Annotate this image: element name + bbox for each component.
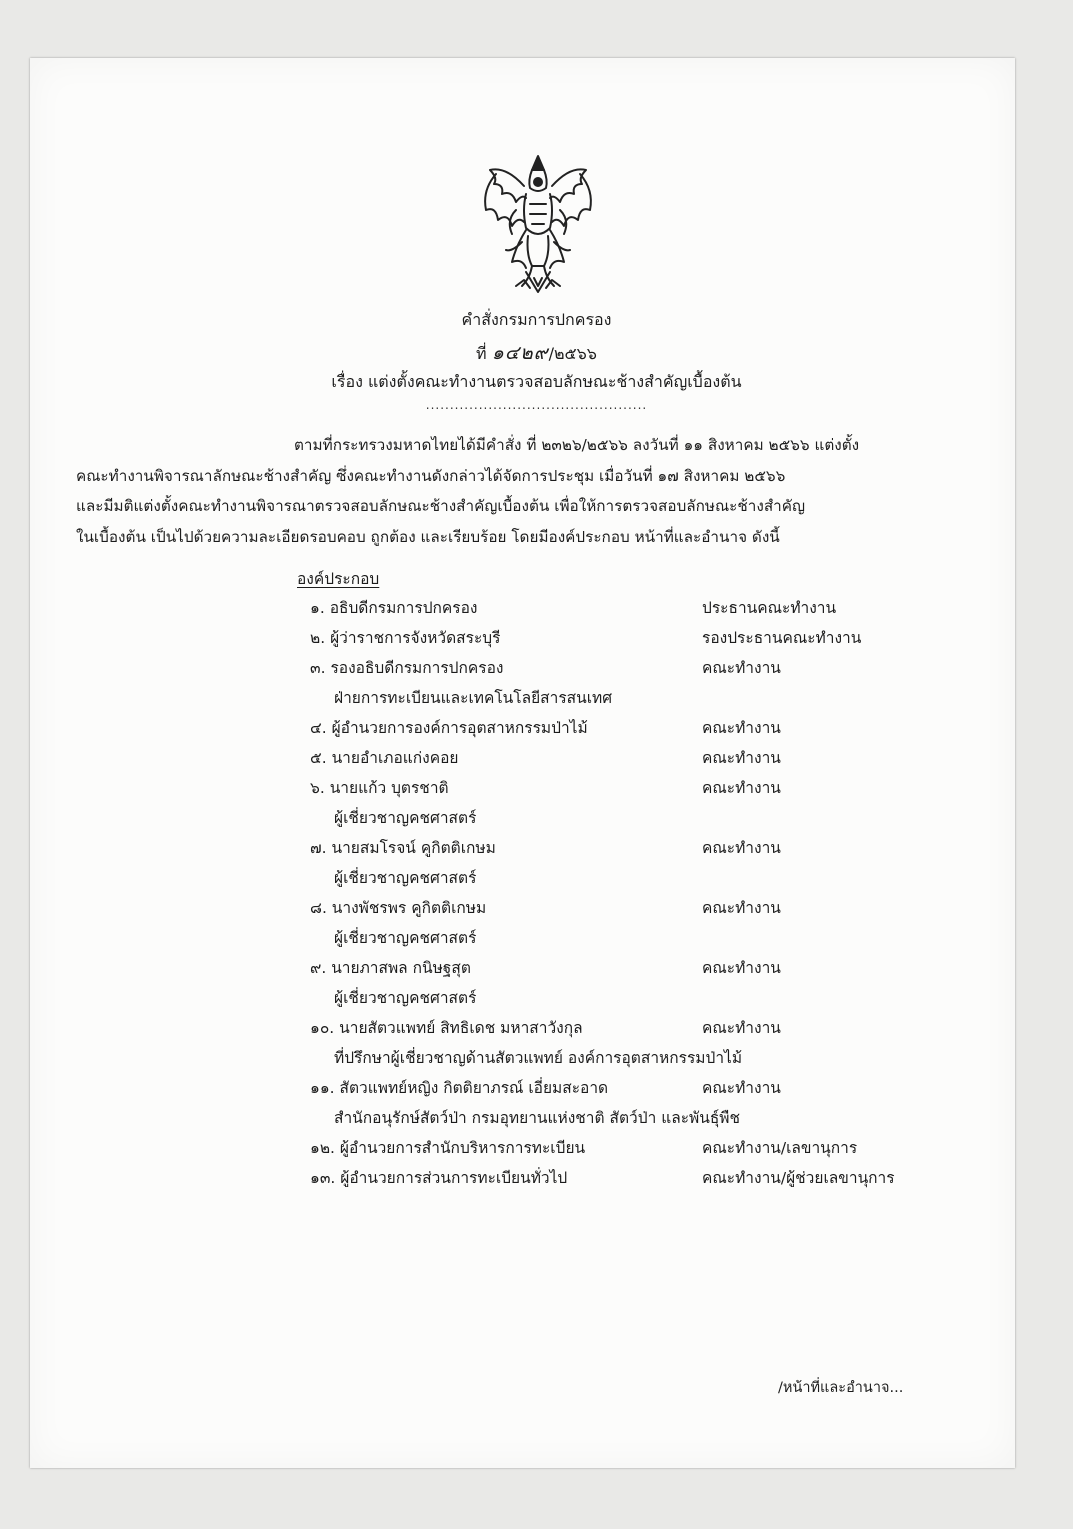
member-role: คณะทำงาน xyxy=(702,779,781,797)
member-role: คณะทำงาน xyxy=(702,1079,781,1097)
member-detail: ที่ปรึกษาผู้เชี่ยวชาญด้านสัตวแพทย์ องค์การอุตสาหกรรมป่าไม้ xyxy=(334,1049,743,1067)
member-name: ๓. รองอธิบดีกรมการปกครอง xyxy=(310,659,504,677)
member-role: คณะทำงาน xyxy=(702,959,781,977)
member-name: ๑๐. นายสัตวแพทย์ สิทธิเดช มหาสาวังกุล xyxy=(310,1019,583,1037)
member-role: คณะทำงาน xyxy=(702,1019,781,1037)
member-name: ๑๓. ผู้อำนวยการส่วนการทะเบียนทั่วไป xyxy=(310,1169,568,1187)
order-number xyxy=(30,338,1043,368)
preamble-paragraph xyxy=(76,430,918,552)
garuda-emblem-icon xyxy=(476,150,601,300)
member-detail: ผู้เชี่ยวชาญคชศาสตร์ xyxy=(334,809,477,827)
member-name: ๙. นายภาสพล กนิษฐสุต xyxy=(310,959,471,977)
paragraph-line: และมีมติแต่งตั้งคณะทำงานพิจารณาตรวจสอบลักษณะช้างสำคัญเบื้องต้น เพื่อให้การตรวจสอบลักษณะช้างสำคัญ xyxy=(76,497,806,515)
member-role: คณะทำงาน xyxy=(702,719,781,737)
order-number-handwritten: ๑๔๒๙ xyxy=(491,342,549,364)
order-number-suffix: /๒๕๖๖ xyxy=(548,344,597,363)
member-detail: สำนักอนุรักษ์สัตว์ป่า กรมอุทยานแห่งชาติ สัตว์ป่า และพันธุ์พืช xyxy=(334,1109,741,1127)
member-name: ๒. ผู้ว่าราชการจังหวัดสระบุรี xyxy=(310,629,501,647)
member-detail: ผู้เชี่ยวชาญคชศาสตร์ xyxy=(334,869,477,887)
member-name: ๑๒. ผู้อำนวยการสำนักบริหารการทะเบียน xyxy=(310,1139,586,1157)
order-number-prefix: ที่ xyxy=(476,344,487,363)
member-role: คณะทำงาน xyxy=(702,749,781,767)
paragraph-line: ตามที่กระทรวงมหาดไทยได้มีคำสั่ง ที่ ๒๓๒๖/๒๕๖๖ ลงวันที่ ๑๑ สิงหาคม ๒๕๖๖ แต่งตั้ง xyxy=(294,436,860,454)
member-role: คณะทำงาน xyxy=(702,899,781,917)
member-role: ประธานคณะทำงาน xyxy=(702,599,837,617)
order-subject: เรื่อง แต่งตั้งคณะทำงานตรวจสอบลักษณะช้างสำคัญเบื้องต้น xyxy=(331,372,742,391)
continuation-note: /หน้าที่และอำนาจ... xyxy=(778,1380,904,1396)
member-name: ๔. ผู้อำนวยการองค์การอุตสาหกรรมป่าไม้ xyxy=(310,719,588,737)
member-role: คณะทำงาน/ผู้ช่วยเลขานุการ xyxy=(702,1169,895,1187)
member-detail: ผู้เชี่ยวชาญคชศาสตร์ xyxy=(334,929,477,947)
order-title: คำสั่งกรมการปกครอง xyxy=(461,310,612,329)
member-name: ๗. นายสมโรจน์ คูกิตติเกษม xyxy=(310,839,496,857)
member-detail: ผู้เชี่ยวชาญคชศาสตร์ xyxy=(334,989,477,1007)
member-name: ๑. อธิบดีกรมการปกครอง xyxy=(310,599,478,617)
member-name: ๕. นายอำเภอแก่งคอย xyxy=(310,749,459,767)
paragraph-line: ในเบื้องต้น เป็นไปด้วยความละเอียดรอบคอบ ถูกต้อง และเรียบร้อย โดยมีองค์ประกอบ หน้าที่และอำนาจ ดังนี้ xyxy=(76,527,780,546)
member-role: คณะทำงาน/เลขานุการ xyxy=(702,1139,858,1157)
member-name: ๖. นายแก้ว บุตรชาติ xyxy=(310,779,449,797)
member-detail: ฝ่ายการทะเบียนและเทคโนโลยีสารสนเทศ xyxy=(334,689,613,707)
paragraph-line: คณะทำงานพิจารณาลักษณะช้างสำคัญ ซึ่งคณะทำงานดังกล่าวได้จัดการประชุม เมื่อวันที่ ๑๗ สิงหาคม ๒๕๖๖ xyxy=(76,466,786,485)
members-heading: องค์ประกอบ xyxy=(297,570,380,588)
member-name: ๘. นางพัชรพร คูกิตติเกษม xyxy=(310,899,487,917)
member-role: คณะทำงาน xyxy=(702,659,781,677)
member-role: รองประธานคณะทำงาน xyxy=(702,629,862,647)
member-name: ๑๑. สัตวแพทย์หญิง กิตติยาภรณ์ เอี่ยมสะอาด xyxy=(310,1079,609,1097)
member-role: คณะทำงาน xyxy=(702,839,781,857)
separator-dots: .............................................. xyxy=(425,398,648,412)
